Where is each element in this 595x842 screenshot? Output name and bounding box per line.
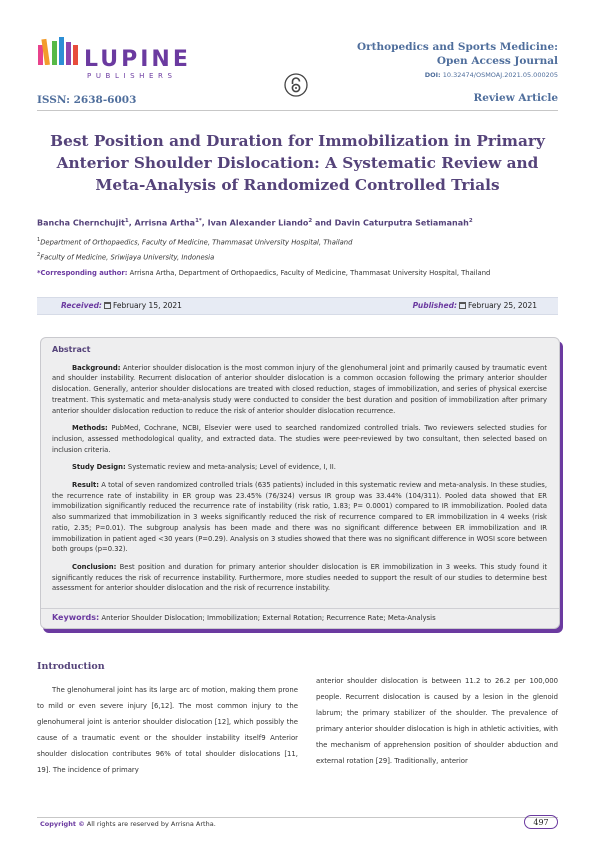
issn: ISSN: 2638-6003 [37,94,137,106]
article-title: Best Position and Duration for Immobilization in Primary Anterior Shoulder Dislocation: A Systematic Review and Meta-Analysis of Randomized Controlled Trials [50,132,545,194]
methods-text: PubMed, Cochrane, NCBI, Elsevier were used to searched randomized controlled trials. Two reviewers selected studies for inclusion, assessed methodological quality, and extracted data. The studies were peer-reviewed by two consultant, then selected based on inclusion criteria. [52,424,547,454]
journal-name [328,40,558,68]
affiliation [37,237,352,246]
abstract-methods [52,423,547,455]
affiliation-text: Faculty of Medicine, Sriwijaya University, Indonesia [40,253,215,262]
affiliation-sup: 1 [37,237,41,243]
result-text: A total of seven randomized controlled trials (635 patients) included in this systematic review and meta-analysis. In these studies, the recurrence rate of instability in ER group was 23.45% (76/324) versus IR group was 33.44% (104/311). Pooled data showed that ER immobilization significantly reduced the recurrence rate of instability (risk ratio, 1.83; P= 0.0001) compared to IR immobilization. Pooled data also summarized that immobilization in 3 weeks significantly reduced the risk of recurrence compared to ER immobilization in 4 weeks (risk ratio, 2.35; P=0.01). The subgroup analysis has been made and there was no significant difference between ER immobilization and IR immobilization in patient aged <30 years (P=0.29). Analysis on 3 studies showed that there was no significant difference in WOSI score between both groups (p=0.32). [52,481,547,554]
conclusion-label: Conclusion: [72,562,117,571]
abstract-heading: Abstract [52,345,91,354]
author-sup: 2 [468,218,473,224]
author-name: Bancha Chernchujit [37,218,125,228]
journal-name-line1: Orthopedics and Sports Medicine: [357,41,558,53]
footer-divider [37,817,558,818]
published-date [413,301,537,310]
introduction-heading: Introduction [37,661,105,672]
design-text: Systematic review and meta-analysis; Level of evidence, I, II. [127,463,336,472]
conclusion-text: Best position and duration for primary anterior shoulder dislocation is ER immobilization in 3 weeks. This study found it significantly reduces the risk of recurrence instability. Furthermore, more studies needed to support the result of our studies to determine best assessment for anterior shoulder dislocation and the risk of recurrence instability. [52,562,547,593]
abstract-design [52,462,547,473]
methods-label: Methods: [72,424,108,433]
background-text: Anterior shoulder dislocation is the most common injury of the glenohumeral joint and primarily caused by traumatic event and shoulder instability. Recurrent dislocation of anterior shoulder dislocation is a common occasion following the primary anterior shoulder dislocation. Generally, anterior shoulder dislocations are treated with closed reduction, stages of immobilization, and series of physical exercise treatment. This systematic and meta-analysis study were conducted to consider the best duration and position of immobilization after primary anterior shoulder dislocation reduction to reduce the risk of anterior shoulder dislocation recurrence. [52,363,547,415]
received-label: Received: [61,301,102,310]
introduction-right-column: anterior shoulder dislocation is between 11.2 to 26.2 per 100,000 people. Recurrent dislocation is caused by a lesion in the glenoid labrum; the primary stabilizer of the shoulder. The prevalence of primary anterior shoulder dislocation is high in athletic activities, with the mechanism of apprehension position of shoulder abduction and external rotation [29]. Traditionally, anterior [316,677,558,766]
copyright-text: All rights are reserved by Arrisna Artha. [86,820,216,828]
doi-label: DOI: [424,71,441,79]
publisher-logo[interactable] [34,35,224,90]
background-label: Background: [72,363,121,372]
keywords-divider [41,608,559,609]
affiliation-sup: 2 [37,252,41,258]
keywords-label: Keywords: [52,613,100,622]
header-divider [37,110,558,111]
copyright [40,820,216,828]
abstract-result [52,480,547,555]
calendar-icon [459,302,466,309]
article-type: Review Article [473,92,558,104]
calendar-icon [104,302,111,309]
abstract-background [52,363,547,417]
keywords-text: Anterior Shoulder Dislocation; Immobilization; External Rotation; Recurrence Rate; Meta-Analysis [101,614,436,622]
dates-bar [37,297,558,315]
corresponding-label: *Corresponding author: [37,269,128,277]
affiliation [37,252,214,261]
design-label: Study Design: [72,463,126,472]
author-list: Bancha Chernchujit$^1$, Arrisna Artha$^{1*}$, Ivan Alexander Liando$^2$ and Davin Caturputra Setiamanah$^2$ [37,218,473,228]
author-sup: 1* [195,218,202,224]
result-label: Result: [72,481,100,490]
logo-subtitle: PUBLISHERS [87,72,177,80]
doi-value[interactable]: 10.32474/OSMOAJ.2021.05.000205 [442,71,558,79]
page-number: 497 [524,815,558,829]
author-sup: 2 [308,218,313,224]
author-sup: 1 [124,218,129,224]
author-name: Davin Caturputra Setiamanah [334,218,469,228]
author-name: Ivan Alexander Liando [207,218,309,228]
introduction-left-column: The glenohumeral joint has its large arc of motion, making them prone to mild or even severe injury [6,12]. The most common injury to the glenohumeral joint is anterior shoulder dislocation [12], which possibly the cause of a traumatic event or the shoulder instability itself9 Anterior shoulder dislocation contributes 96% of total shoulder dislocations [11, 19]. The incidence of primary [37,686,298,775]
published-label: Published: [412,301,457,310]
open-access-icon [284,73,308,97]
author-name: Arrisna Artha [134,218,196,228]
corresponding-author [37,269,490,277]
received-value: February 15, 2021 [112,301,182,310]
journal-name-line2: Open Access Journal [436,55,558,67]
keywords [52,613,436,624]
doi[interactable] [425,71,558,79]
abstract-conclusion [52,562,547,594]
corresponding-text: Arrisna Artha, Department of Orthopaedics, Faculty of Medicine, Thammasat University Hospital, Thailand [129,269,491,277]
copyright-label: Copyright © [40,820,85,828]
logo-wordmark: LUPINE [84,47,191,72]
published-value: February 25, 2021 [467,301,537,310]
affiliation-text: Department of Orthopaedics, Faculty of Medicine, Thammasat University Hospital, Thailand [40,238,353,247]
received-date [61,301,182,310]
abstract-box [40,337,560,629]
